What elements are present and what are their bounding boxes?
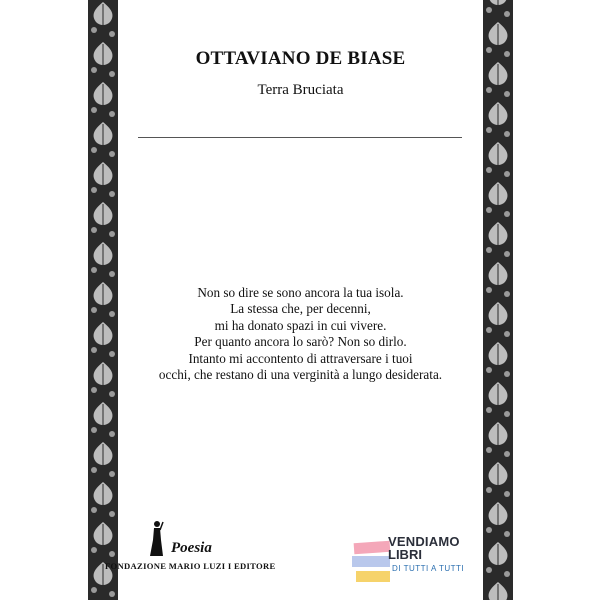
badge-line-2: LIBRI — [388, 547, 422, 562]
right-leaf-border — [483, 0, 513, 600]
leaf-pattern-left — [88, 0, 118, 600]
poem-excerpt — [118, 285, 483, 383]
leaf-pattern-right — [483, 0, 513, 600]
series-name: Poesia — [171, 540, 212, 556]
publisher-name: FONDAZIONE MARIO LUZI I EDITORE — [105, 561, 276, 571]
poem-line: mi ha donato spazi in cui vivere. — [214, 317, 387, 333]
book-cover — [118, 0, 483, 600]
left-leaf-border — [88, 0, 118, 600]
badge-stripes-icon — [352, 538, 392, 590]
vendiamo-libri-badge — [352, 534, 472, 594]
poem-line: Per quanto ancora lo sarò? Non so dirlo. — [194, 334, 407, 350]
badge-line-3: DI TUTTI A TUTTI — [392, 564, 465, 573]
badge-line-1: VENDIAMO — [388, 534, 460, 549]
publisher-figure-icon — [148, 520, 164, 563]
poem-line: occhi, che restano di una verginità a lungo desiderata. — [158, 367, 443, 383]
title-divider — [138, 137, 462, 138]
poem-line: Intanto mi accontento di attraversare i tuoi — [188, 350, 413, 366]
poem-line: Non so dire se sono ancora la tua isola. — [197, 285, 404, 300]
book-title: Terra Bruciata — [257, 82, 344, 98]
poem-line: La stessa che, per decenni, — [230, 301, 371, 317]
author-name: OTTAVIANO DE BIASE — [195, 48, 406, 69]
